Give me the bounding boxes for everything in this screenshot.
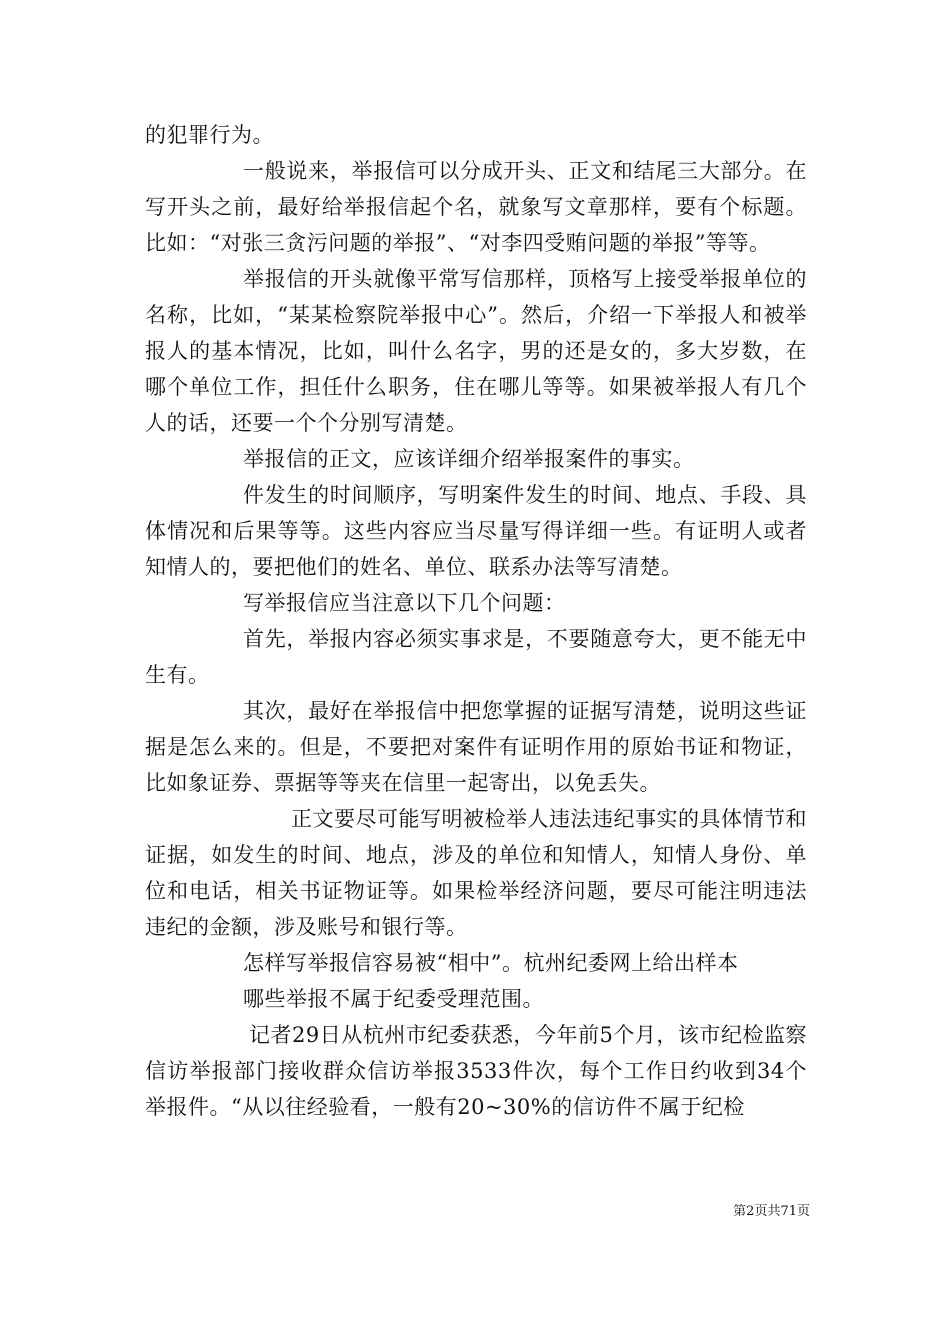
paragraph-4: 举报信的正文，应该详细介绍举报案件的事实。 (243, 447, 695, 471)
paragraph-5: 件发生的时间顺序，写明案件发生的时间、地点、手段、具体情况和后果等等。这些内容应当尽量写得详细一些。有证明人或者知情人的，要把他们的姓名、单位、联系办法等写清楚。 (145, 483, 807, 579)
paragraph-1: 的犯罪行为。 (145, 123, 274, 147)
paragraph-11: 哪些举报不属于纪委受理范围。 (243, 987, 544, 1011)
paragraph-12: 记者29日从杭州市纪委获悉，今年前5个月，该市纪检监察信访举报部门接收群众信访举报3533件次，每个工作日约收到34个举报件。“从以往经验看，一般有20~30%的信访件不属于纪检 (145, 1023, 807, 1119)
paragraph-2: 一般说来，举报信可以分成开头、正文和结尾三大部分。在写开头之前，最好给举报信起个名，就象写文章那样，要有个标题。比如：“对张三贪污问题的举报”、“对李四受贿问题的举报”等等。 (145, 159, 807, 255)
paragraph-10: 怎样写举报信容易被“相中”。杭州纪委网上给出样本 (243, 951, 739, 975)
body-text (145, 117, 807, 1125)
paragraph-9: 正文要尽可能写明被检举人违法违纪事实的具体情节和证据，如发生的时间、地点，涉及的单位和知情人，知情人身份、单位和电话，相关书证物证等。如果检举经济问题，要尽可能注明违法违纪的金额，涉及账号和银行等。 (145, 807, 807, 939)
paragraph-7: 首先，举报内容必须实事求是，不要随意夸大，更不能无中生有。 (145, 627, 807, 687)
page-number: 第2页共71页 (733, 1204, 810, 1219)
paragraph-3: 举报信的开头就像平常写信那样，顶格写上接受举报单位的名称，比如，“某某检察院举报中心”。然后，介绍一下举报人和被举报人的基本情况，比如，叫什么名字，男的还是女的，多大岁数，在哪个单位工作，担任什么职务，住在哪儿等等。如果被举报人有几个人的话，还要一个个分别写清楚。 (145, 267, 807, 435)
paragraph-6: 写举报信应当注意以下几个问题： (243, 591, 566, 615)
paragraph-8: 其次，最好在举报信中把您掌握的证据写清楚，说明这些证据是怎么来的。但是，不要把对案件有证明作用的原始书证和物证，比如象证券、票据等等夹在信里一起寄出，以免丢失。 (145, 699, 807, 795)
